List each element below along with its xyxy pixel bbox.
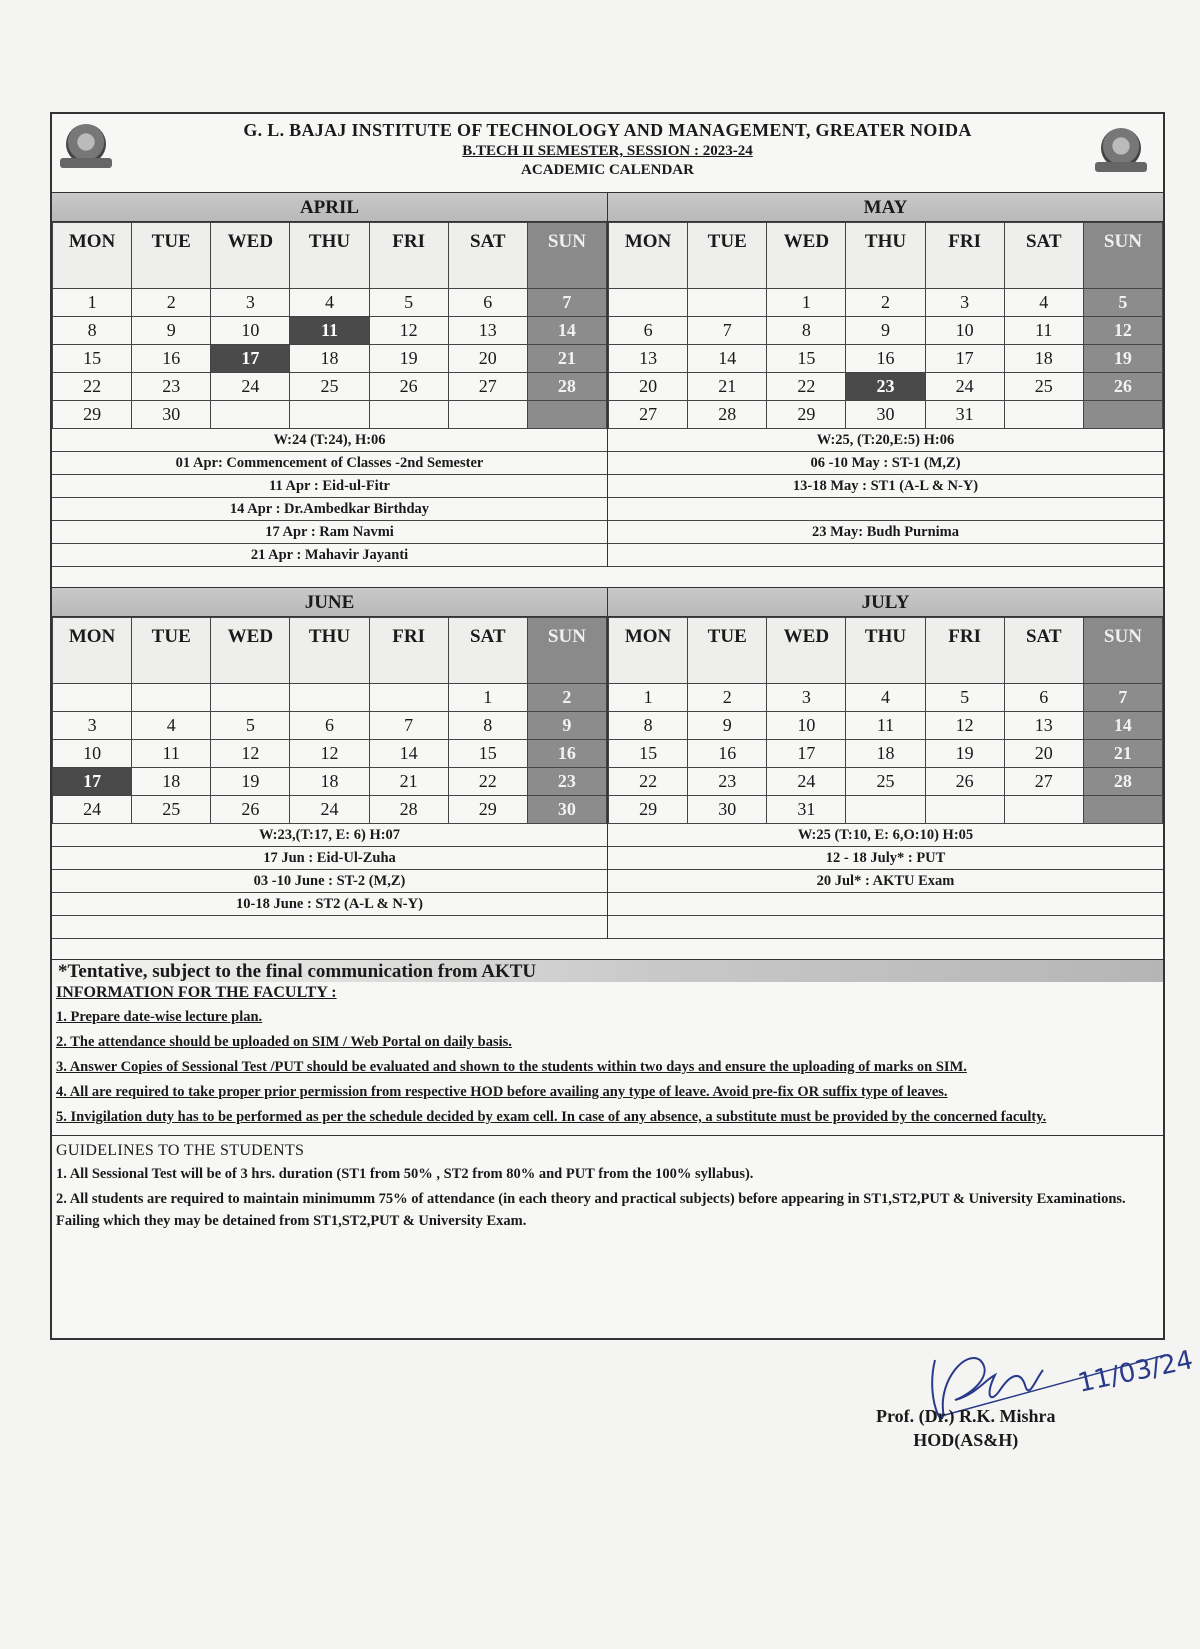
week-row: [609, 768, 1163, 796]
date-cell: 24: [925, 373, 1004, 401]
date-cell: 24: [53, 796, 132, 824]
date-cell: 8: [767, 317, 846, 345]
faculty-item: 2. The attendance should be uploaded on SIM / Web Portal on daily basis.: [56, 1034, 512, 1050]
weekday-header: TUE: [132, 618, 211, 684]
tentative-note: *Tentative, subject to the final communication from AKTU: [52, 960, 1163, 982]
date-cell: 8: [53, 317, 132, 345]
weekday-header: FRI: [369, 618, 448, 684]
faculty-item: 5. Invigilation duty has to be performed as per the schedule decided by exam cell. In case of any absence, a substitute must be provided by the concerned faculty.: [56, 1109, 1047, 1125]
faculty-information: [52, 982, 1163, 1232]
date-cell: 10: [53, 740, 132, 768]
date-cell: 18: [290, 345, 369, 373]
week-row: [609, 401, 1163, 429]
date-cell: 29: [609, 796, 688, 824]
date-cell: 21: [688, 373, 767, 401]
week-row: [609, 289, 1163, 317]
date-cell: 29: [767, 401, 846, 429]
institute-logo-icon: [66, 124, 106, 164]
week-row: [609, 740, 1163, 768]
student-guideline: 1. All Sessional Test will be of 3 hrs. duration (ST1 from 50% , ST2 from 80% and PUT from the 100% syllabus).: [56, 1166, 754, 1182]
date-cell: 15: [767, 345, 846, 373]
document-title: ACADEMIC CALENDAR: [521, 162, 694, 178]
date-cell: 15: [448, 740, 527, 768]
date-cell: 5: [211, 712, 290, 740]
date-cell: 25: [846, 768, 925, 796]
date-cell: [369, 684, 448, 712]
date-cell: 11: [846, 712, 925, 740]
date-cell: 7: [1083, 684, 1162, 712]
date-cell: 3: [925, 289, 1004, 317]
week-row: [53, 289, 607, 317]
weekday-header: FRI: [925, 223, 1004, 289]
date-cell: 27: [448, 373, 527, 401]
month-note: 10-18 June : ST2 (A-L & N-Y): [52, 893, 607, 916]
date-cell: 10: [211, 317, 290, 345]
faculty-heading: INFORMATION FOR THE FACULTY :: [56, 984, 337, 1001]
date-cell: 13: [609, 345, 688, 373]
week-row: [53, 768, 607, 796]
month-name: MAY: [608, 193, 1163, 222]
month-name: APRIL: [52, 193, 607, 222]
date-cell: 18: [846, 740, 925, 768]
date-cell: 16: [688, 740, 767, 768]
date-cell: [290, 684, 369, 712]
faculty-item: 3. Answer Copies of Sessional Test /PUT should be evaluated and shown to the students within two days and ensure the uploading of marks on SIM.: [56, 1059, 967, 1075]
divider: [52, 1135, 1163, 1136]
week-row: [53, 740, 607, 768]
date-cell: 24: [767, 768, 846, 796]
date-cell: 14: [527, 317, 606, 345]
date-cell: 18: [132, 768, 211, 796]
date-cell: 2: [527, 684, 606, 712]
month-note: [608, 544, 1163, 567]
date-cell: 5: [1083, 289, 1162, 317]
date-cell: 26: [211, 796, 290, 824]
month-grid: [52, 222, 607, 429]
date-cell: 28: [369, 796, 448, 824]
date-cell: 16: [846, 345, 925, 373]
weekday-header: TUE: [688, 618, 767, 684]
date-cell: 26: [369, 373, 448, 401]
date-cell: 23: [527, 768, 606, 796]
date-cell: 6: [1004, 684, 1083, 712]
date-cell: 31: [925, 401, 1004, 429]
date-cell: 19: [211, 768, 290, 796]
month-note: 13-18 May : ST1 (A-L & N-Y): [608, 475, 1163, 498]
date-cell: 3: [767, 684, 846, 712]
month-note: W:25 (T:10, E: 6,O:10) H:05: [608, 824, 1163, 847]
month-note: [52, 916, 607, 939]
date-cell: 20: [609, 373, 688, 401]
signatory: [876, 1404, 1055, 1452]
date-cell: 30: [846, 401, 925, 429]
date-cell: 1: [609, 684, 688, 712]
month-note: 21 Apr : Mahavir Jayanti: [52, 544, 607, 567]
date-cell: 4: [846, 684, 925, 712]
date-cell: [1083, 796, 1162, 824]
calendar-header: [52, 114, 1163, 193]
date-cell: 7: [369, 712, 448, 740]
date-cell: 9: [846, 317, 925, 345]
date-cell: 24: [290, 796, 369, 824]
date-cell: 9: [688, 712, 767, 740]
date-cell: 8: [609, 712, 688, 740]
weekday-header: FRI: [925, 618, 1004, 684]
month-april: [52, 193, 608, 567]
date-cell: 12: [1083, 317, 1162, 345]
signatory-designation: HOD(AS&H): [913, 1430, 1019, 1450]
date-cell: 26: [1083, 373, 1162, 401]
weekday-header: MON: [609, 618, 688, 684]
date-cell: [369, 401, 448, 429]
weekday-header: SAT: [1004, 618, 1083, 684]
date-cell: 1: [767, 289, 846, 317]
date-cell: 19: [925, 740, 1004, 768]
date-cell: 22: [767, 373, 846, 401]
date-cell: 30: [527, 796, 606, 824]
date-cell: 28: [1083, 768, 1162, 796]
date-cell: 30: [132, 401, 211, 429]
month-note: 11 Apr : Eid-ul-Fitr: [52, 475, 607, 498]
date-cell: 29: [448, 796, 527, 824]
date-cell: 10: [767, 712, 846, 740]
date-cell: 2: [688, 684, 767, 712]
month-june: [52, 588, 608, 939]
date-cell: [925, 796, 1004, 824]
date-cell: 23: [688, 768, 767, 796]
month-note: 23 May: Budh Purnima: [608, 521, 1163, 544]
weekday-header: WED: [211, 618, 290, 684]
date-cell: [1004, 401, 1083, 429]
week-row: [609, 317, 1163, 345]
date-cell: [132, 684, 211, 712]
weekday-header: TUE: [132, 223, 211, 289]
date-cell: 21: [369, 768, 448, 796]
week-row: [53, 373, 607, 401]
month-name: JUNE: [52, 588, 607, 617]
weekday-header: SUN: [527, 618, 606, 684]
date-cell: 4: [290, 289, 369, 317]
date-cell: 24: [211, 373, 290, 401]
date-cell: 9: [527, 712, 606, 740]
date-cell: 27: [609, 401, 688, 429]
date-cell: 1: [53, 289, 132, 317]
weekday-header: SUN: [527, 223, 606, 289]
month-note: W:24 (T:24), H:06: [52, 429, 607, 452]
date-cell: [688, 289, 767, 317]
date-cell: 9: [132, 317, 211, 345]
month-notes: [608, 429, 1163, 567]
date-cell: 25: [132, 796, 211, 824]
month-notes: [52, 429, 607, 567]
date-cell: 19: [1083, 345, 1162, 373]
date-cell: 4: [132, 712, 211, 740]
month-july: [608, 588, 1163, 939]
date-cell: 13: [1004, 712, 1083, 740]
weekday-header: THU: [290, 223, 369, 289]
month-note: 03 -10 June : ST-2 (M,Z): [52, 870, 607, 893]
date-cell: 5: [369, 289, 448, 317]
date-cell: 27: [1004, 768, 1083, 796]
weekday-header: WED: [211, 223, 290, 289]
calendar-row-june-july: [52, 588, 1163, 939]
date-cell: 2: [132, 289, 211, 317]
month-note: 14 Apr : Dr.Ambedkar Birthday: [52, 498, 607, 521]
date-cell: [448, 401, 527, 429]
date-cell: 22: [448, 768, 527, 796]
month-note: 20 Jul* : AKTU Exam: [608, 870, 1163, 893]
holiday-date-cell: 17: [211, 345, 290, 373]
date-cell: 25: [290, 373, 369, 401]
date-cell: 22: [53, 373, 132, 401]
weekday-header: THU: [846, 618, 925, 684]
date-cell: 15: [53, 345, 132, 373]
date-cell: 25: [1004, 373, 1083, 401]
date-cell: 12: [211, 740, 290, 768]
date-cell: 11: [1004, 317, 1083, 345]
date-cell: 22: [609, 768, 688, 796]
weekday-header: SAT: [1004, 223, 1083, 289]
holiday-date-cell: 23: [846, 373, 925, 401]
weekday-header: SAT: [448, 223, 527, 289]
holiday-date-cell: 17: [53, 768, 132, 796]
weekday-header: THU: [846, 223, 925, 289]
date-cell: 14: [688, 345, 767, 373]
month-may: [608, 193, 1163, 567]
date-cell: 18: [290, 768, 369, 796]
month-note: 12 - 18 July* : PUT: [608, 847, 1163, 870]
week-row: [53, 712, 607, 740]
date-cell: 20: [448, 345, 527, 373]
academic-calendar-sheet: [50, 112, 1165, 1340]
date-cell: 10: [925, 317, 1004, 345]
date-cell: 17: [925, 345, 1004, 373]
week-row: [609, 373, 1163, 401]
date-cell: 14: [1083, 712, 1162, 740]
date-cell: 21: [1083, 740, 1162, 768]
date-cell: [211, 684, 290, 712]
week-row: [53, 684, 607, 712]
institute-logo-icon: [1101, 128, 1141, 168]
weekday-header: SAT: [448, 618, 527, 684]
date-cell: [1004, 796, 1083, 824]
date-cell: 15: [609, 740, 688, 768]
week-row: [53, 401, 607, 429]
divider: [52, 939, 1163, 960]
date-cell: 28: [527, 373, 606, 401]
institute-name: G. L. BAJAJ INSTITUTE OF TECHNOLOGY AND MANAGEMENT, GREATER NOIDA: [243, 120, 972, 140]
weekday-header: SUN: [1083, 618, 1162, 684]
date-cell: [211, 401, 290, 429]
date-cell: [290, 401, 369, 429]
date-cell: 26: [925, 768, 1004, 796]
week-row: [53, 345, 607, 373]
date-cell: 13: [448, 317, 527, 345]
date-cell: [527, 401, 606, 429]
week-row: [609, 712, 1163, 740]
weekday-header: MON: [53, 223, 132, 289]
weekday-header: MON: [53, 618, 132, 684]
signatory-name: Prof. (Dr.) R.K. Mishra: [876, 1406, 1056, 1426]
faculty-item: 1. Prepare date-wise lecture plan.: [56, 1009, 263, 1025]
date-cell: 16: [132, 345, 211, 373]
date-cell: 2: [846, 289, 925, 317]
date-cell: 4: [1004, 289, 1083, 317]
date-cell: [53, 684, 132, 712]
weekday-header: WED: [767, 223, 846, 289]
date-cell: [609, 289, 688, 317]
calendar-row-april-may: [52, 193, 1163, 567]
week-row: [609, 684, 1163, 712]
date-cell: 20: [1004, 740, 1083, 768]
date-cell: 21: [527, 345, 606, 373]
month-note: [608, 498, 1163, 521]
weekday-header: FRI: [369, 223, 448, 289]
faculty-item: 4. All are required to take proper prior permission from respective HOD before availing any type of leave. Avoid pre-fix OR suffix type of leaves.: [56, 1084, 948, 1100]
month-note: 17 Apr : Ram Navmi: [52, 521, 607, 544]
date-cell: 7: [527, 289, 606, 317]
month-grid: [52, 617, 607, 824]
date-cell: 12: [290, 740, 369, 768]
weekday-header: MON: [609, 223, 688, 289]
date-cell: 31: [767, 796, 846, 824]
date-cell: 28: [688, 401, 767, 429]
date-cell: 12: [369, 317, 448, 345]
date-cell: 12: [925, 712, 1004, 740]
date-cell: 11: [132, 740, 211, 768]
week-row: [609, 345, 1163, 373]
month-notes: [52, 824, 607, 939]
date-cell: [846, 796, 925, 824]
month-note: W:25, (T:20,E:5) H:06: [608, 429, 1163, 452]
month-note: 06 -10 May : ST-1 (M,Z): [608, 452, 1163, 475]
weekday-header: TUE: [688, 223, 767, 289]
month-note: [608, 916, 1163, 939]
date-cell: 17: [767, 740, 846, 768]
date-cell: 18: [1004, 345, 1083, 373]
weekday-header: SUN: [1083, 223, 1162, 289]
date-cell: 30: [688, 796, 767, 824]
date-cell: 3: [211, 289, 290, 317]
date-cell: 6: [290, 712, 369, 740]
date-cell: [1083, 401, 1162, 429]
month-note: [608, 893, 1163, 916]
date-cell: 23: [132, 373, 211, 401]
date-cell: 3: [53, 712, 132, 740]
month-grid: [608, 222, 1163, 429]
date-cell: 6: [609, 317, 688, 345]
week-row: [53, 317, 607, 345]
month-note: 17 Jun : Eid-Ul-Zuha: [52, 847, 607, 870]
date-cell: 8: [448, 712, 527, 740]
date-cell: 7: [688, 317, 767, 345]
date-cell: 14: [369, 740, 448, 768]
date-cell: 5: [925, 684, 1004, 712]
date-cell: 29: [53, 401, 132, 429]
date-cell: 19: [369, 345, 448, 373]
student-guideline: 2. All students are required to maintain minimumm 75% of attendance (in each theory and practical subjects) before appearing in ST1,ST2,PUT & University Examinations. Failing which they may be detained from ST1,ST2,PUT & University Exam.: [56, 1191, 1126, 1229]
date-cell: 6: [448, 289, 527, 317]
week-row: [609, 796, 1163, 824]
week-row: [53, 796, 607, 824]
divider: [52, 567, 1163, 588]
program-title: B.TECH II SEMESTER, SESSION : 2023-24: [462, 143, 753, 159]
month-notes: [608, 824, 1163, 939]
month-grid: [608, 617, 1163, 824]
date-cell: 16: [527, 740, 606, 768]
students-heading: GUIDELINES TO THE STUDENTS: [56, 1142, 305, 1159]
holiday-date-cell: 11: [290, 317, 369, 345]
signature-date: 11/03/24: [1075, 1345, 1196, 1399]
month-note: 01 Apr: Commencement of Classes -2nd Semester: [52, 452, 607, 475]
month-note: W:23,(T:17, E: 6) H:07: [52, 824, 607, 847]
weekday-header: THU: [290, 618, 369, 684]
weekday-header: WED: [767, 618, 846, 684]
date-cell: 1: [448, 684, 527, 712]
month-name: JULY: [608, 588, 1163, 617]
